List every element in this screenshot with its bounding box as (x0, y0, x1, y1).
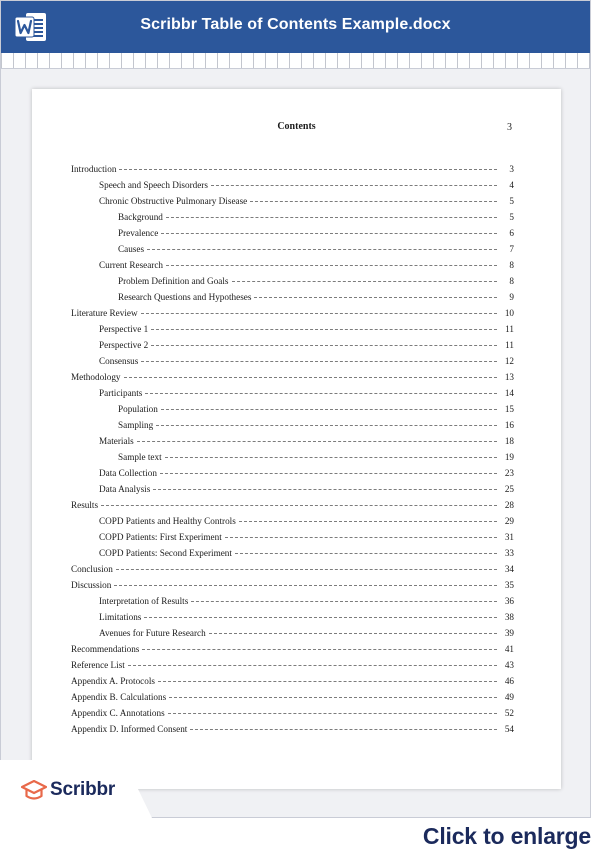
toc-entry[interactable] (71, 305, 514, 321)
toc-entry-label: Problem Definition and Goals (118, 276, 229, 286)
toc-dot-leader (232, 281, 498, 282)
toc-entry-page-number: 41 (504, 644, 514, 654)
toc-entry[interactable] (71, 625, 514, 641)
toc-entry-label: COPD Patients and Healthy Controls (99, 516, 236, 526)
toc-dot-leader (151, 329, 497, 330)
toc-entry-label: Discussion (71, 580, 112, 590)
toc-dot-leader (161, 233, 497, 234)
toc-entry-page-number: 49 (504, 692, 514, 702)
toc-dot-leader (250, 201, 497, 202)
toc-dot-leader (190, 729, 497, 730)
toc-entry[interactable] (71, 161, 514, 177)
toc-entry-label: Introduction (71, 164, 117, 174)
toc-entry-label: Methodology (71, 372, 121, 382)
toc-entry[interactable] (71, 417, 514, 433)
toc-entry-page-number: 31 (504, 532, 514, 542)
toc-dot-leader (119, 169, 497, 170)
toc-entry-page-number: 52 (504, 708, 514, 718)
toc-dot-leader (144, 617, 497, 618)
toc-dot-leader (209, 633, 497, 634)
toc-entry-page-number: 34 (504, 564, 514, 574)
toc-entry[interactable] (71, 273, 514, 289)
toc-entry-page-number: 29 (504, 516, 514, 526)
toc-entry-page-number: 7 (509, 244, 514, 254)
title-bar (1, 1, 590, 53)
toc-entry[interactable] (71, 321, 514, 337)
toc-dot-leader (165, 457, 497, 458)
toc-entry-page-number: 23 (504, 468, 514, 478)
toc-entry-page-number: 8 (509, 260, 514, 270)
toc-entry-label: Data Collection (99, 468, 157, 478)
toc-entry-page-number: 14 (504, 388, 514, 398)
toc-dot-leader (239, 521, 497, 522)
toc-entry-page-number: 6 (509, 228, 514, 238)
toc-entry-label: Population (118, 404, 158, 414)
toc-entry[interactable] (71, 177, 514, 193)
toc-dot-leader (161, 409, 497, 410)
toc-entry-label: Sample text (118, 452, 162, 462)
toc-entry[interactable] (71, 705, 514, 721)
toc-entry-label: Appendix B. Calculations (71, 692, 167, 702)
toc-entry-page-number: 39 (504, 628, 514, 638)
toc-entry-label: Chronic Obstructive Pulmonary Disease (99, 196, 248, 206)
toc-entry-page-number: 10 (504, 308, 514, 318)
scribbr-mortarboard-icon (21, 780, 47, 802)
toc-entry[interactable] (71, 241, 514, 257)
toc-entry-label: Conclusion (71, 564, 113, 574)
toc-entry-page-number: 33 (504, 548, 514, 558)
toc-entry[interactable] (71, 401, 514, 417)
toc-dot-leader (254, 297, 497, 298)
toc-entry-label: Materials (99, 436, 134, 446)
toc-entry-label: COPD Patients: First Experiment (99, 532, 222, 542)
toc-entry[interactable] (71, 369, 514, 385)
window-title: Scribbr Table of Contents Example.docx (140, 16, 451, 33)
toc-dot-leader (225, 537, 497, 538)
toc-entry-page-number: 5 (509, 212, 514, 222)
toc-dot-leader (128, 665, 497, 666)
toc-entry-label: Speech and Speech Disorders (99, 180, 208, 190)
toc-entry[interactable] (71, 513, 514, 529)
toc-entry-label: Sampling (118, 420, 154, 430)
toc-entry-label: COPD Patients: Second Experiment (99, 548, 232, 558)
toc-dot-leader (158, 681, 497, 682)
toc-entry-label: Reference List (71, 660, 125, 670)
toc-entry[interactable] (71, 225, 514, 241)
toc-entry-page-number: 18 (504, 436, 514, 446)
toc-dot-leader (141, 313, 497, 314)
toc-dot-leader (168, 713, 497, 714)
toc-dot-leader (116, 569, 497, 570)
toc-entry[interactable] (71, 385, 514, 401)
toc-entry-label: Data Analysis (99, 484, 151, 494)
toc-entry[interactable] (71, 657, 514, 673)
toc-entry[interactable] (71, 561, 514, 577)
toc-entry[interactable] (71, 289, 514, 305)
toc-dot-leader (153, 489, 497, 490)
toc-entry-page-number: 43 (504, 660, 514, 670)
scribbr-logo-text: Scribbr (50, 779, 116, 800)
toc-dot-leader (145, 393, 497, 394)
toc-entry-label: Appendix C. Annotations (71, 708, 165, 718)
toc-dot-leader (160, 473, 497, 474)
toc-entry-page-number: 11 (505, 340, 514, 350)
toc-entry-label: Participants (99, 388, 143, 398)
toc-entry-page-number: 46 (504, 676, 514, 686)
toc-entry-label: Research Questions and Hypotheses (118, 292, 252, 302)
toc-entry-label: Causes (118, 244, 145, 254)
toc-entry[interactable] (71, 433, 514, 449)
toc-entry-label: Interpretation of Results (99, 596, 189, 606)
toc-entry-page-number: 28 (504, 500, 514, 510)
toc-dot-leader (151, 345, 497, 346)
toc-entry-page-number: 15 (504, 404, 514, 414)
toc-entry-label: Avenues for Future Research (99, 628, 206, 638)
toc-entry-page-number: 54 (504, 724, 514, 734)
toc-entry-page-number: 38 (504, 612, 514, 622)
toc-entry[interactable] (71, 497, 514, 513)
toc-heading-page-number: 3 (507, 122, 512, 133)
toc-entry-page-number: 35 (504, 580, 514, 590)
toc-dot-leader (211, 185, 497, 186)
toc-entry[interactable] (71, 257, 514, 273)
toc-entry-label: Limitations (99, 612, 142, 622)
toc-dot-leader (156, 425, 497, 426)
toc-entry-label: Literature Review (71, 308, 138, 318)
toc-dot-leader (141, 361, 497, 362)
toc-entry[interactable] (71, 337, 514, 353)
toc-entry[interactable] (71, 577, 514, 593)
toc-entry-page-number: 9 (509, 292, 514, 302)
toc-entry-page-number: 3 (509, 164, 514, 174)
toc-entry[interactable] (71, 481, 514, 497)
toc-entry[interactable] (71, 353, 514, 369)
toc-entry-page-number: 25 (504, 484, 514, 494)
toc-dot-leader (235, 553, 497, 554)
toc-dot-leader (166, 217, 497, 218)
toc-dot-leader (142, 649, 497, 650)
toc-entry[interactable] (71, 545, 514, 561)
toc-entry[interactable] (71, 673, 514, 689)
toc-dot-leader (169, 697, 497, 698)
toc-entry-label: Perspective 1 (99, 324, 149, 334)
toc-dot-leader (101, 505, 497, 506)
toc-dot-leader (147, 249, 497, 250)
toc-entry-label: Background (118, 212, 163, 222)
toc-entry[interactable] (71, 209, 514, 225)
toc-entry-page-number: 19 (504, 452, 514, 462)
toc-entry-label: Perspective 2 (99, 340, 149, 350)
toc-entry-page-number: 13 (504, 372, 514, 382)
toc-entry-label: Consensus (99, 356, 139, 366)
toc-entry[interactable] (71, 689, 514, 705)
toc-entry-label: Recommendations (71, 644, 140, 654)
toc-entry-label: Appendix A. Protocols (71, 676, 155, 686)
toc-entry[interactable] (71, 465, 514, 481)
toc-entry[interactable] (71, 193, 514, 209)
toc-entry[interactable] (71, 593, 514, 609)
toc-entry-label: Current Research (99, 260, 164, 270)
toc-entry[interactable] (71, 641, 514, 657)
toc-dot-leader (114, 585, 497, 586)
toc-entry[interactable] (71, 721, 514, 737)
click-to-enlarge-link[interactable]: Click to enlarge (422, 823, 591, 849)
toc-entry[interactable] (71, 449, 514, 465)
ruler (1, 53, 590, 69)
document-page (32, 89, 561, 789)
toc-heading: Contents (277, 121, 316, 132)
toc-entry-page-number: 16 (504, 420, 514, 430)
toc-entry[interactable] (71, 609, 514, 625)
toc-entry-page-number: 12 (504, 356, 514, 366)
toc-entry-label: Results (71, 500, 99, 510)
toc-entry[interactable] (71, 529, 514, 545)
toc-dot-leader (191, 601, 497, 602)
toc-entry-label: Prevalence (118, 228, 159, 238)
toc-dot-leader (166, 265, 497, 266)
toc-dot-leader (137, 441, 497, 442)
toc-entry-page-number: 4 (509, 180, 514, 190)
toc-entry-page-number: 11 (505, 324, 514, 334)
toc-entry-label: Appendix D. Informed Consent (71, 724, 188, 734)
toc-entry-page-number: 8 (509, 276, 514, 286)
table-of-contents (71, 161, 514, 737)
toc-entry-page-number: 5 (509, 196, 514, 206)
toc-entry-page-number: 36 (504, 596, 514, 606)
toc-dot-leader (124, 377, 497, 378)
